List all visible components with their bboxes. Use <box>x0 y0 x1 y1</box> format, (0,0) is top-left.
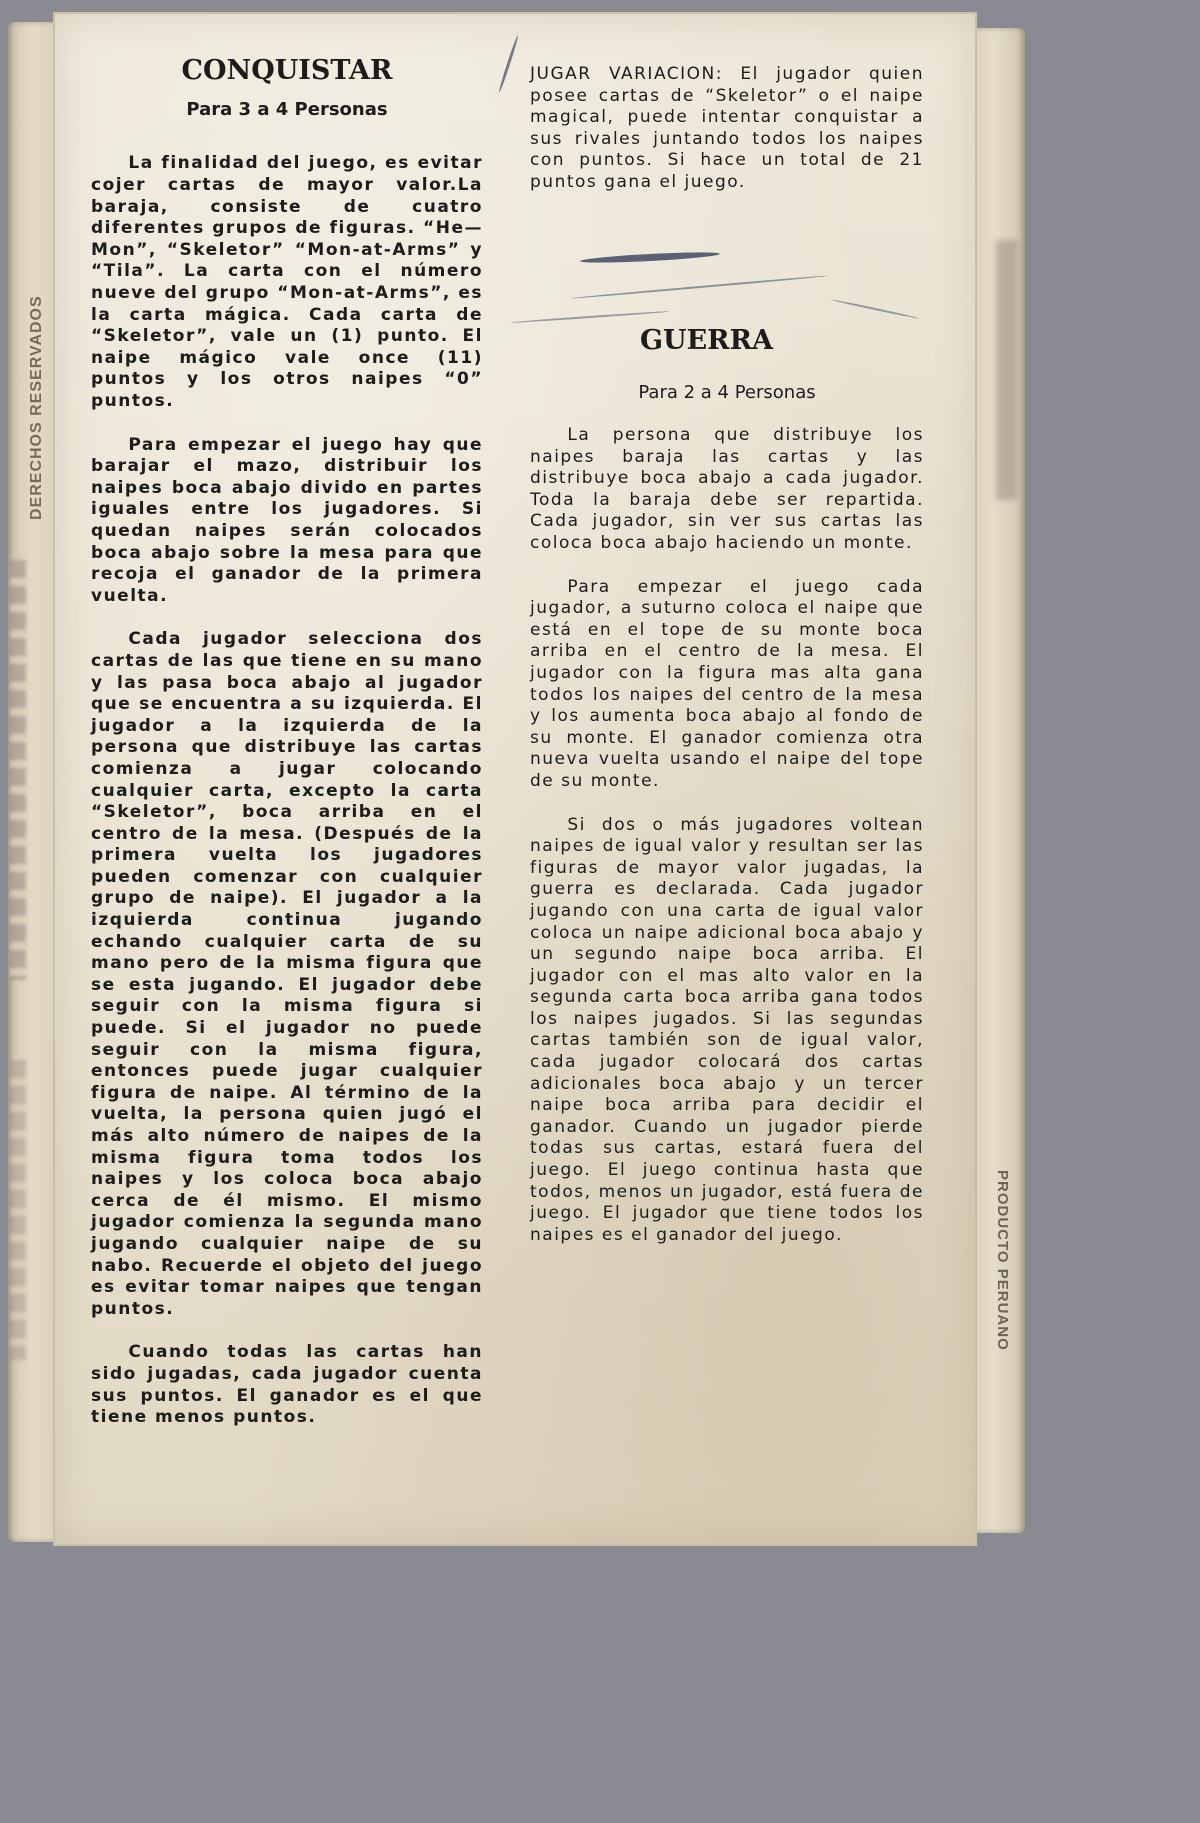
spine-right-text: PRODUCTO PERUANO <box>994 1170 1011 1351</box>
guerra-section <box>530 14 924 1246</box>
conquistar-subtitle: Para 3 a 4 Personas <box>186 98 388 120</box>
spine-right-mark <box>996 240 1018 500</box>
conquistar-paragraph-4: Cuando todas las cartas han sido jugadas, cada jugador cuenta sus puntos. El ganador es el que tiene menos puntos. <box>91 1342 483 1428</box>
conquistar-paragraph-2: Para empezar el juego hay que barajar el mazo, distribuir los naipes boca abajo divido en partes iguales entre los jugadores. Si quedan naipes serán colocados boca abajo sobre la mesa para que recoja el ganador de la primera vuelta. <box>91 434 483 606</box>
spine-left-mark <box>10 560 26 980</box>
guerra-title: GUERRA <box>640 324 774 356</box>
instruction-panel <box>55 14 975 1544</box>
guerra-subtitle: Para 2 a 4 Personas <box>638 382 816 404</box>
guerra-paragraph-1: La persona que distribuye los naipes baraja las cartas y las distribuye boca abajo a cada jugador. Toda la baraja debe ser repartida. Cada jugador, sin ver sus cartas las coloca boca abajo haciendo un monte. <box>530 425 924 554</box>
guerra-paragraph-2: Para empezar el juego cada jugador, a suturno coloca el naipe que está en el tope de su monte boca arriba en el centro de la mesa. El jugador con la figura mas alta gana todos los naipes del centro de la mesa y los aumenta boca abajo al fondo de su monte. El ganador comienza otra nueva vuelta usando el naipe del tope de su monte. <box>530 576 924 791</box>
guerra-paragraph-3: Si dos o más jugadores voltean naipes de igual valor y resultan ser las figuras de mayor valor jugadas, la guerra es declarada. Cada jugador jugando con una carta de igual valor coloca un naipe adicional boca abajo y un segundo naipe boca arriba. El jugador con el mas alto valor en la segunda carta boca arriba gana todos los naipes jugados. Si las segundas cartas también son de igual valor, cada jugador colocará dos cartas adicionales boca abajo y un tercer naipe boca arriba para decidir el ganador. Cuando un jugador pierde todas sus cartas, estará fuera del juego. El juego continua hasta que todos, menos un jugador, está fuera de juego. El jugador que tiene todos los naipes es el ganador del juego. <box>530 814 924 1245</box>
conquistar-paragraph-3: Cada jugador selecciona dos cartas de las que tiene en su mano y las pasa boca abajo al jugador que se encuentra a su izquierda. El jugador a la izquierda de la persona que distribuye las cartas comienza a jugar colocando cualquier carta, excepto la carta “Skeletor”, boca arriba en el centro de la mesa. (Después de la primera vuelta los jugadores pueden comenzar con cualquier grupo de naipe). El jugador a la izquierda continua jugando echando cualquier carta de su mano pero de la misma figura que se esta jugando. El jugador debe seguir con la misma figura si puede. Si el jugador no puede seguir con la misma figura, entonces puede jugar cualquier figura de naipe. Al término de la vuelta, la persona quien jugó el más alto número de naipes de la misma figura toma todos los naipes y los coloca boca abajo cerca de él mismo. El mismo jugador comienza la segunda mano jugando cualquier naipe de su nabo. Recuerde el objeto del juego es evitar tomar naipes que tengan puntos. <box>91 629 483 1319</box>
conquistar-title: CONQUISTAR <box>181 55 393 86</box>
spine-left-mark-lower <box>10 1060 26 1360</box>
pen-stroke-top <box>498 35 519 93</box>
spine-left-text: DERECHOS RESERVADOS <box>28 295 45 520</box>
variacion-paragraph: JUGAR VARIACION: El jugador quien posee cartas de “Skeletor” o el naipe magical, puede intentar conquistar a sus rivales juntando todos los naipes con puntos. Si hace un total de 21 puntos gana el juego. <box>530 64 924 192</box>
conquistar-paragraph-1: La finalidad del juego, es evitar cojer cartas de mayor valor.La baraja, consiste de cuatro diferentes grupos de figuras. “He—Mon”, “Skeletor” “Mon-at-Arms” y “Tila”. La carta con el número nueve del grupo “Mon-at-Arms”, es la carta mágica. Cada carta de “Skeletor”, vale un (1) punto. El naipe mágico vale once (11) puntos y los otros naipes “0” puntos. <box>91 153 483 412</box>
conquistar-section <box>91 14 483 1429</box>
pen-scribble <box>530 194 924 334</box>
